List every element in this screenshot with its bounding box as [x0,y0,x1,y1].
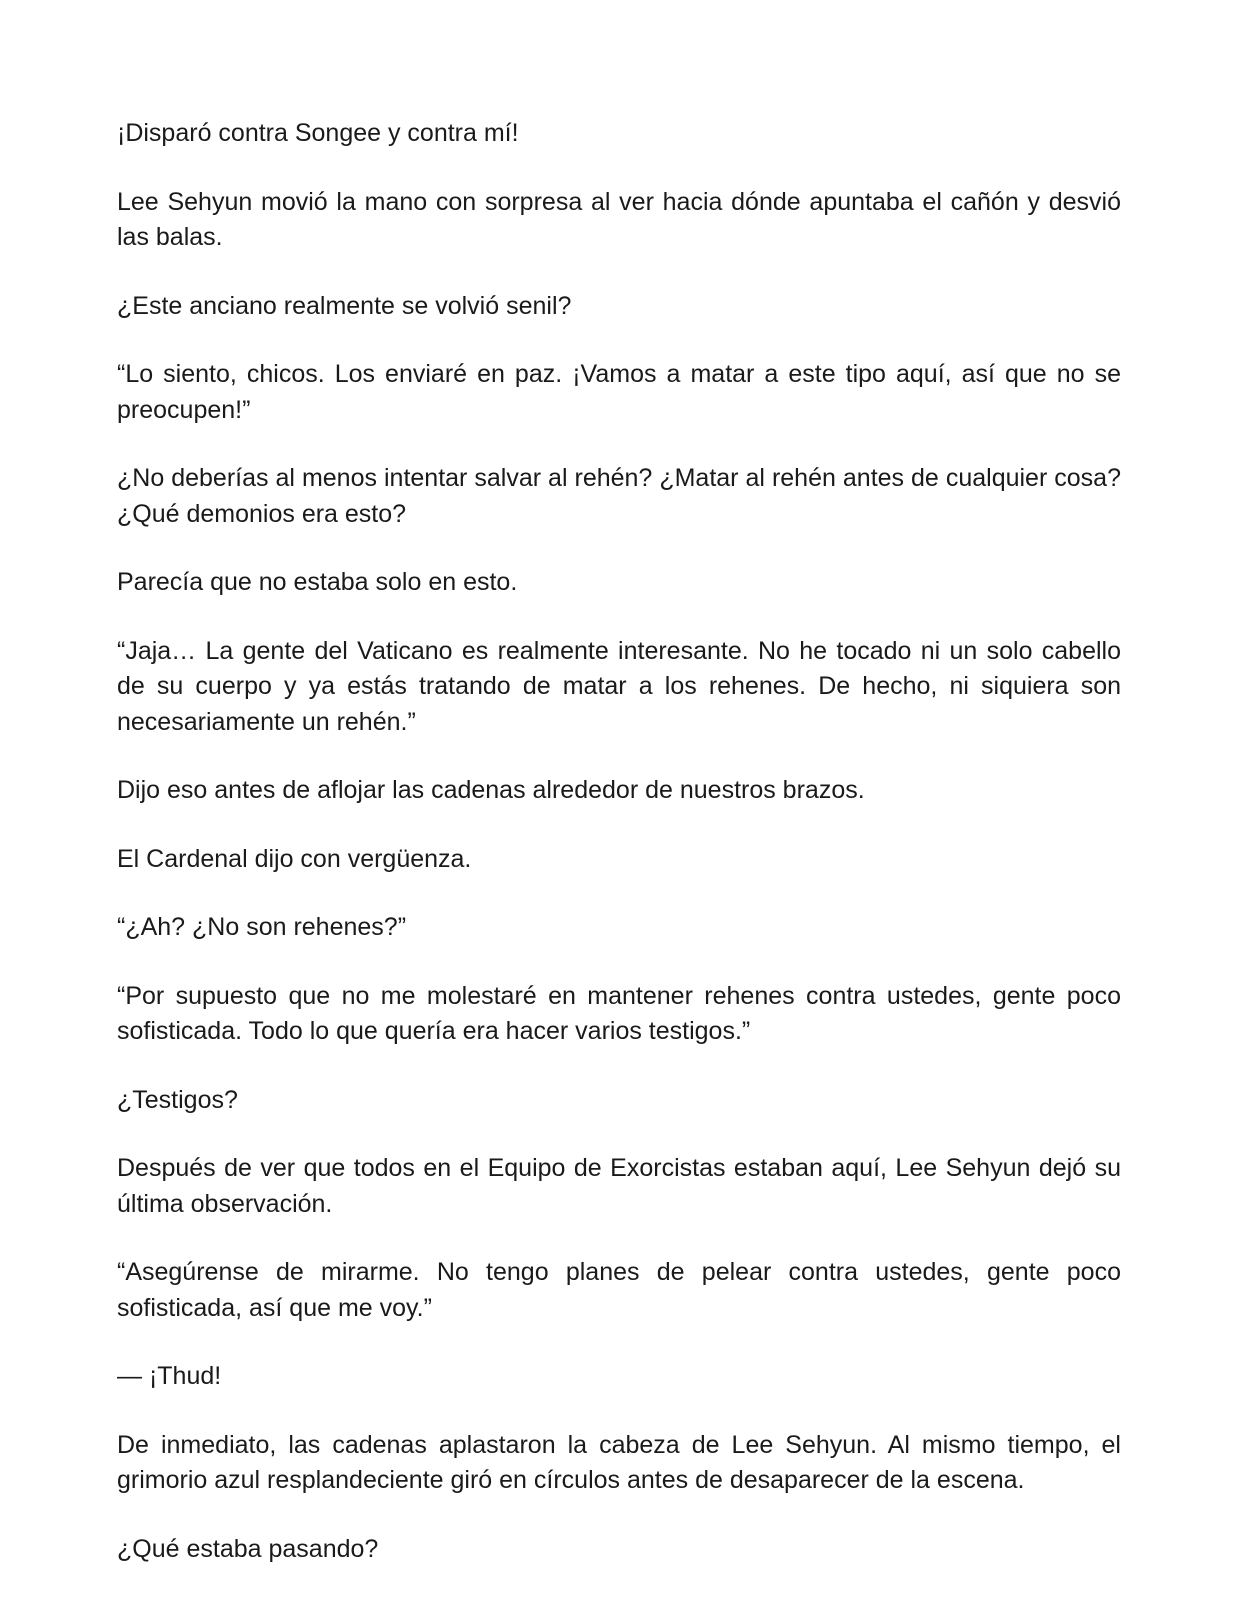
paragraph: Parecía que no estaba solo en esto. [117,568,518,596]
paragraph: El Cardenal dijo con vergüenza. [117,844,472,873]
paragraph: “Por supuesto que no me molestaré en mantener rehenes contra ustedes, gente poco sofisticada. Todo lo que quería era hacer varios testigos.” [117,981,1121,1045]
paragraph: ¡Disparó contra Songee y contra mí! [117,119,519,147]
paragraph: “Asegúrense de mirarme. No tengo planes de pelear contra ustedes, gente poco sofisticada, así que me voy.” [117,1258,1121,1322]
paragraph: ¿No deberías al menos intentar salvar al rehén? ¿Matar al rehén antes de cualquier cosa? ¿Qué demonios era esto? [117,464,1121,528]
paragraph: “Lo siento, chicos. Los enviaré en paz. ¡Vamos a matar a este tipo aquí, así que no se preocupen!” [117,360,1121,424]
paragraph: Dijo eso antes de aflojar las cadenas alrededor de nuestros brazos. [117,776,865,804]
paragraph: ¿Qué estaba pasando? [117,1534,379,1563]
paragraph: “Jaja… La gente del Vaticano es realmente interesante. No he tocado ni un solo cabello de su cuerpo y ya estás tratando de matar a los rehenes. De hecho, ni siquiera son necesariamente un rehén.” [117,636,1121,736]
paragraph: ¿Este anciano realmente se volvió senil? [117,291,572,320]
paragraph: Lee Sehyun movió la mano con sorpresa al ver hacia dónde apuntaba el cañón y desvió las balas. [117,187,1121,251]
paragraph: De inmediato, las cadenas aplastaron la cabeza de Lee Sehyun. Al mismo tiempo, el grimorio azul resplandeciente giró en círculos antes de desaparecer de la escena. [117,1430,1121,1494]
paragraph: Después de ver que todos en el Equipo de Exorcistas estaban aquí, Lee Sehyun dejó su última observación. [117,1154,1121,1218]
paragraph: “¿Ah? ¿No son rehenes?” [117,913,407,941]
document-body [117,116,1121,1567]
paragraph: ¿Testigos? [117,1085,238,1114]
paragraph: — ¡Thud! [117,1362,222,1390]
